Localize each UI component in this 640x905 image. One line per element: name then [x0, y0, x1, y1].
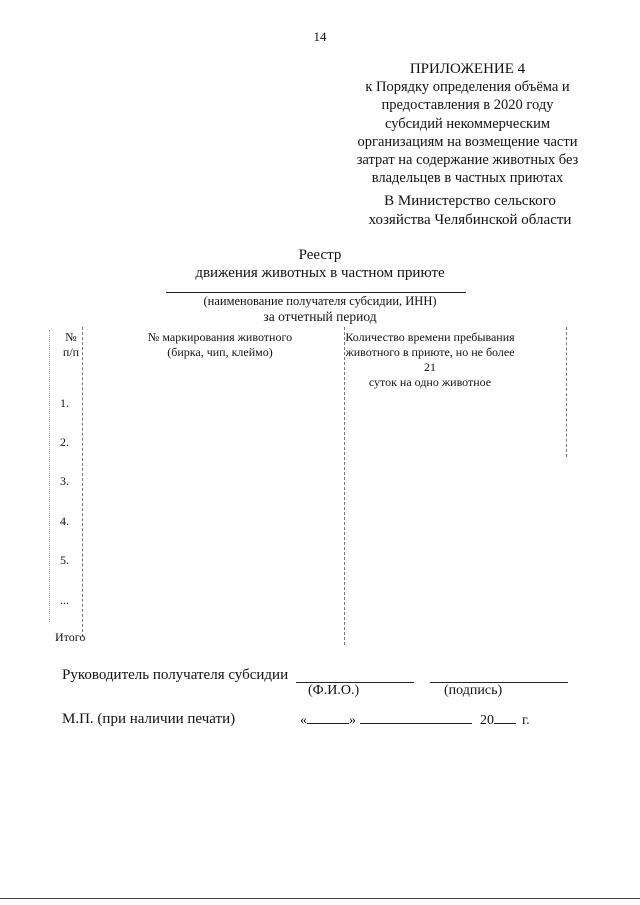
recipient-caption: (наименование получателя субсидии, ИНН)	[203, 294, 437, 308]
page-number: 14	[313, 29, 327, 44]
reporting-period: за отчетный период	[263, 309, 377, 324]
appendix-line: затрат на содержание животных без	[356, 152, 579, 169]
header-number-line: п/п	[62, 345, 80, 359]
header-time-line: животного в приюте, но не более 21	[345, 345, 515, 374]
table-border-right	[566, 327, 567, 457]
open-quote: «	[300, 713, 307, 728]
register-heading	[0, 246, 640, 282]
year-prefix: 20	[480, 713, 494, 728]
appendix-line: к Порядку определения объёма и	[365, 79, 570, 96]
table-divider	[82, 327, 83, 637]
day-blank	[307, 711, 349, 724]
header-time-line: Количество времени пребывания	[345, 330, 515, 344]
addressee-line: хозяйства Челябинской области	[368, 212, 572, 228]
table-row-number: 3.	[60, 474, 69, 488]
fio-caption: (Ф.И.О.)	[308, 683, 360, 698]
date-field	[300, 711, 530, 729]
header-time	[340, 330, 520, 390]
stamp-label: М.П. (при наличии печати)	[62, 711, 236, 727]
signature-caption: (подпись)	[444, 683, 503, 698]
table-row-number: 1.	[60, 396, 69, 410]
table-row-number: 2.	[60, 435, 69, 449]
recipient-name-line	[166, 292, 466, 293]
addressee-block	[360, 192, 580, 230]
appendix-line: субсидий некоммерческим	[384, 115, 551, 132]
table-row-number: 4.	[60, 514, 69, 528]
addressee-line: В Министерство сельского	[384, 193, 556, 209]
year-suffix: г.	[522, 713, 530, 728]
head-signature-label: Руководитель получателя субсидии	[62, 667, 289, 683]
register-title: Реестр	[298, 247, 342, 263]
header-number-line: №	[65, 330, 77, 344]
register-subtitle: движения животных в частном приюте	[195, 265, 445, 281]
appendix-line: организациям на возмещение части	[357, 133, 578, 150]
header-marking-line: (бирка, чип, клеймо)	[167, 345, 273, 359]
appendix-line: владельцев в частных приютах	[371, 170, 564, 187]
header-time-line: суток на одно животное	[368, 375, 492, 389]
table-row-number: 5.	[60, 553, 69, 567]
appendix-title: ПРИЛОЖЕНИЕ 4	[409, 61, 526, 77]
year-blank	[494, 711, 516, 724]
page-bottom-rule	[0, 898, 640, 899]
total-label: Итого	[55, 630, 86, 644]
month-blank	[360, 711, 472, 724]
table-border-left	[49, 330, 50, 622]
appendix-line: предоставления в 2020 году	[381, 97, 554, 114]
header-marking	[120, 330, 320, 360]
close-quote: »	[349, 713, 356, 728]
appendix-block	[345, 60, 590, 187]
header-marking-line: № маркирования животного	[147, 330, 293, 344]
table-row-number: ...	[60, 593, 69, 607]
table-divider	[344, 327, 345, 645]
